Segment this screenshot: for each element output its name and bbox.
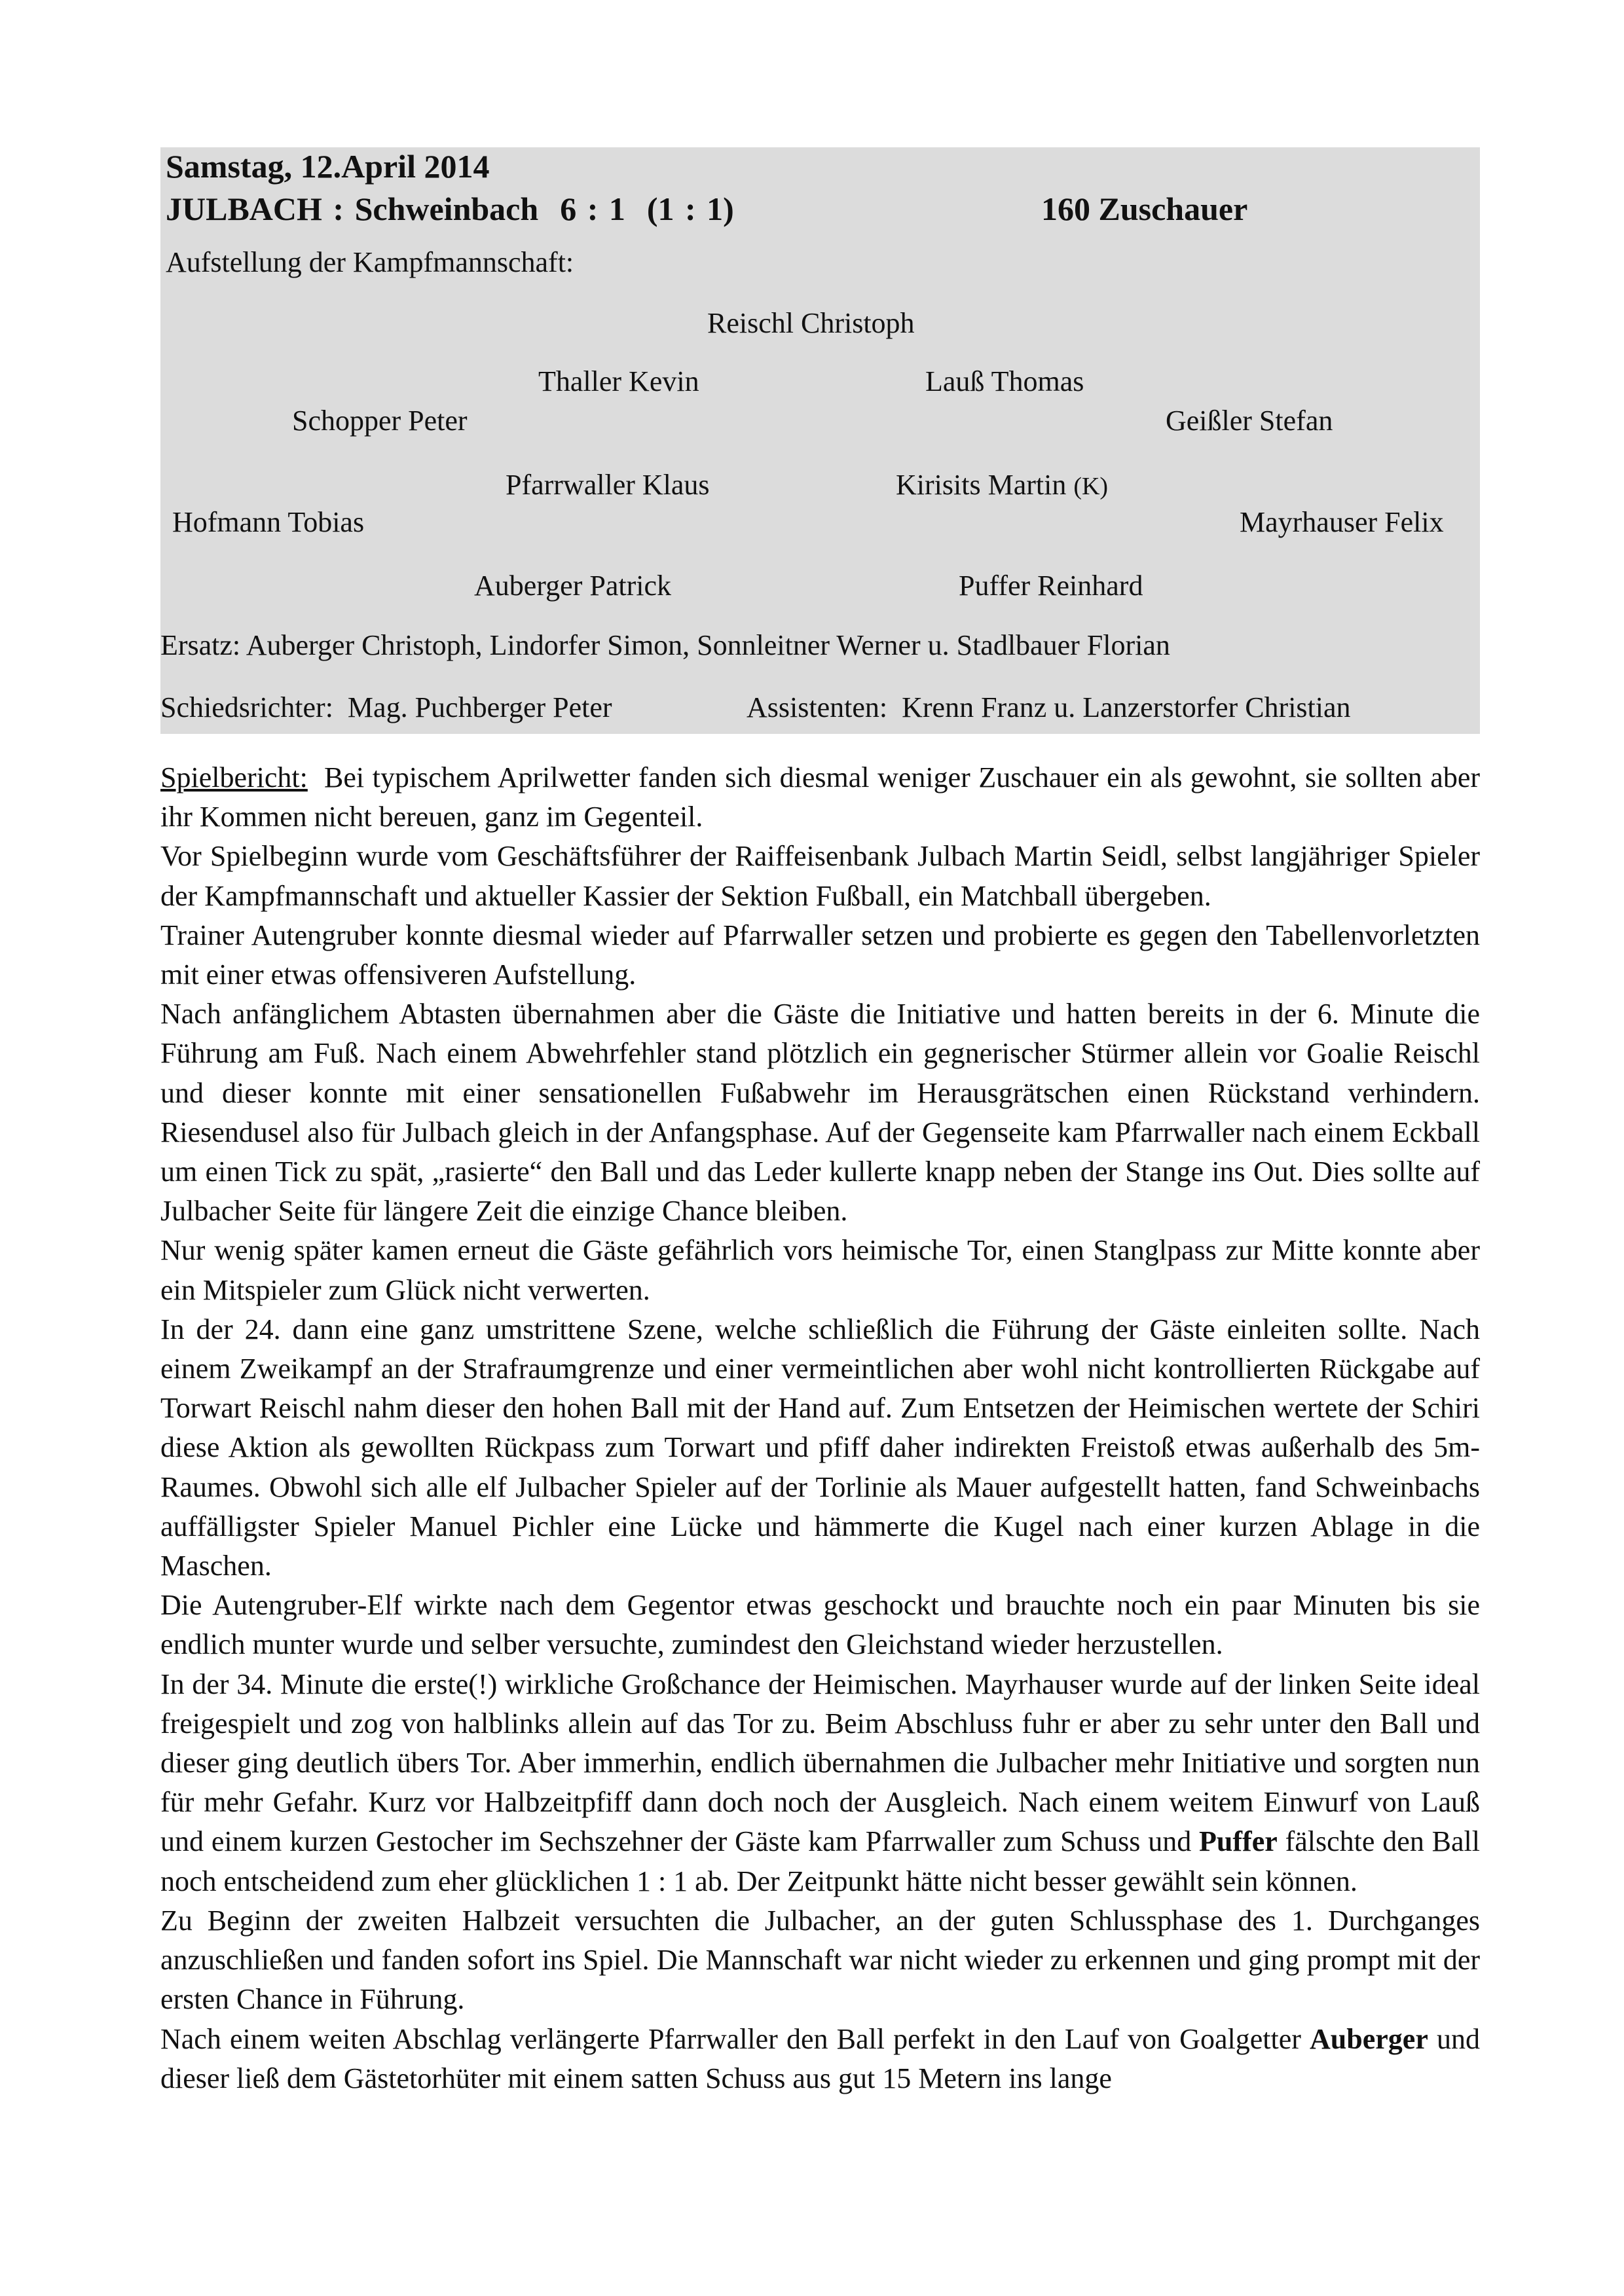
report-label: Spielbericht:: [160, 761, 308, 793]
player-defender-center-right: Lauß Thomas: [925, 365, 1084, 397]
report-paragraph: Trainer Autengruber konnte diesmal wieder auf Pfarrwaller setzen und probierte es gegen den Tabellenvorletzten mit einer etwas offensiveren Aufstellung.: [160, 919, 1480, 991]
report-paragraph: In der 24. dann eine ganz umstrittene Szene, welche schließlich die Führung der Gäste einleiten sollte. Nach einem Zweikampf an der Strafraumgrenze und einer vermeintlichen aber wohl nicht kontrollierten Rückgabe auf Torwart Reischl nahm dieser den hohen Ball mit der Hand auf. Zum Entsetzen der Heimischen wertete der Schiri diese Aktion als gewollten Rückpass zum Torwart und pfiff daher indirekten Freistoß etwas außerhalb des 5m-Raumes. Obwohl sich alle elf Julbacher Spieler auf der Torlinie als Mauer aufgestellt hatten, fand Schweinbachs auffälligster Spieler Manuel Pichler eine Lücke und hämmerte die Kugel nach einer kurzen Ablage in die Maschen.: [160, 1313, 1480, 1582]
referee-label: Schiedsrichter:: [160, 691, 333, 723]
report-paragraph: Nur wenig später kamen erneut die Gäste gefährlich vors heimische Tor, einen Stanglpass zur Mitte konnte aber ein Mitspieler zum Glück nicht verwerten.: [160, 1234, 1480, 1306]
player-midfield-right: Mayrhauser Felix: [1240, 506, 1444, 538]
substitutes-names: Auberger Christoph, Lindorfer Simon, Sonnleitner Werner u. Stadlbauer Florian: [246, 629, 1170, 661]
halftime-score: (1 : 1): [646, 191, 734, 227]
report-paragraph: Spielbericht: Bei typischem Aprilwetter fanden sich diesmal weniger Zuschauer ein als gewohnt, sie sollten aber ihr Kommen nicht bereuen, ganz im Gegenteil.: [160, 761, 1481, 833]
bold-player-name: Puffer: [1199, 1825, 1278, 1858]
player-forward-left: Auberger Patrick: [474, 570, 671, 602]
player-goalkeeper: Reischl Christoph: [707, 307, 915, 339]
captain-name: Kirisits Martin: [896, 469, 1067, 501]
player-midfield-center-left: Pfarrwaller Klaus: [506, 469, 710, 501]
referee-line: [160, 691, 612, 724]
match-teams: JULBACH : Schweinbach: [166, 191, 539, 227]
final-score: 6 : 1: [560, 191, 625, 227]
assistants-line: [747, 691, 1351, 724]
report-paragraph: In der 34. Minute die erste(!) wirkliche Großchance der Heimischen. Mayrhauser wurde auf der linken Seite ideal freigespielt und zog von halblinks allein auf das Tor zu. Beim Abschluss fuhr er aber zu sehr unter den Ball und dieser ging deutlich übers Tor. Aber immerhin, endlich übernahmen die Julbacher mehr Initiative und sorgten nun für mehr Gefahr. Kurz vor Halbzeitpfiff dann doch noch der Ausgleich. Nach einem weitem Einwurf von Lauß und einem kurzen Gestocher im Sechszehner der Gäste kam Pfarrwaller zum Schuss und Puffer fälschte den Ball noch entscheidend zum eher glücklichen 1 : 1 ab. Der Zeitpunkt hätte nicht besser gewählt sein können.: [160, 1667, 1481, 1897]
player-midfield-center-right: [896, 468, 1108, 501]
match-report: [160, 758, 1480, 2098]
player-defender-right: Geißler Stefan: [1166, 405, 1333, 437]
substitutes-label: Ersatz:: [160, 629, 241, 661]
player-midfield-left: Hofmann Tobias: [172, 506, 365, 538]
report-paragraph: Nach anfänglichem Abtasten übernahmen aber die Gäste die Initiative und hatten bereits in der 6. Minute die Führung am Fuß. Nach einem Abwehrfehler stand plötzlich ein gegnerischer Stürmer allein vor Goalie Reischl und dieser konnte mit einer sensationellen Fußabwehr im Herausgrätschen einen Rückstand verhindern. Riesendusel also für Julbach gleich in der Anfangsphase. Auf der Gegenseite kam Pfarrwaller nach einem Eckball um einen Tick zu spät, „rasierte“ den Ball und das Leder kullerte knapp neben der Stange ins Out. Dies sollte auf Julbacher Seite für längere Zeit die einzige Chance bleiben.: [160, 998, 1480, 1228]
player-forward-right: Puffer Reinhard: [959, 570, 1143, 602]
captain-mark: (K): [1073, 473, 1109, 500]
player-defender-left: Schopper Peter: [292, 405, 468, 437]
match-date: Samstag, 12.April 2014: [166, 148, 490, 185]
report-paragraph: Die Autengruber-Elf wirkte nach dem Gegentor etwas geschockt und brauchte noch ein paar Minuten bis sie endlich munter wurde und selber versuchte, zumindest den Gleichstand wieder herzustellen.: [160, 1589, 1480, 1661]
spectator-count: 160 Zuschauer: [1041, 191, 1248, 227]
player-defender-center-left: Thaller Kevin: [538, 365, 699, 397]
assistants-label: Assistenten:: [747, 691, 888, 723]
report-paragraph: Vor Spielbeginn wurde vom Geschäftsführer der Raiffeisenbank Julbach Martin Seidl, selbst langjähriger Spieler der Kampfmannschaft und aktueller Kassier der Sektion Fußball, ein Matchball übergeben.: [160, 840, 1480, 912]
assistants-names: Krenn Franz u. Lanzerstorfer Christian: [902, 691, 1351, 723]
report-paragraph: Zu Beginn der zweiten Halbzeit versuchten die Julbacher, an der guten Schlussphase des 1. Durchganges anzuschließen und fanden sofort ins Spiel. Die Mannschaft war nicht wieder zu erkennen und ging prompt mit der ersten Chance in Führung.: [160, 1904, 1480, 2016]
bold-player-name: Auberger: [1310, 2022, 1428, 2055]
lineup-label: Aufstellung der Kampfmannschaft:: [166, 246, 574, 278]
referee-name: Mag. Puchberger Peter: [347, 691, 612, 723]
match-score-line: [166, 190, 734, 228]
substitutes-line: [160, 629, 1170, 662]
report-paragraph: Nach einem weiten Abschlag verlängerte Pfarrwaller den Ball perfekt in den Lauf von Goalgetter Auberger und dieser ließ dem Gästetorhüter mit einem satten Schuss aus gut 15 Metern ins lange: [160, 2022, 1481, 2094]
